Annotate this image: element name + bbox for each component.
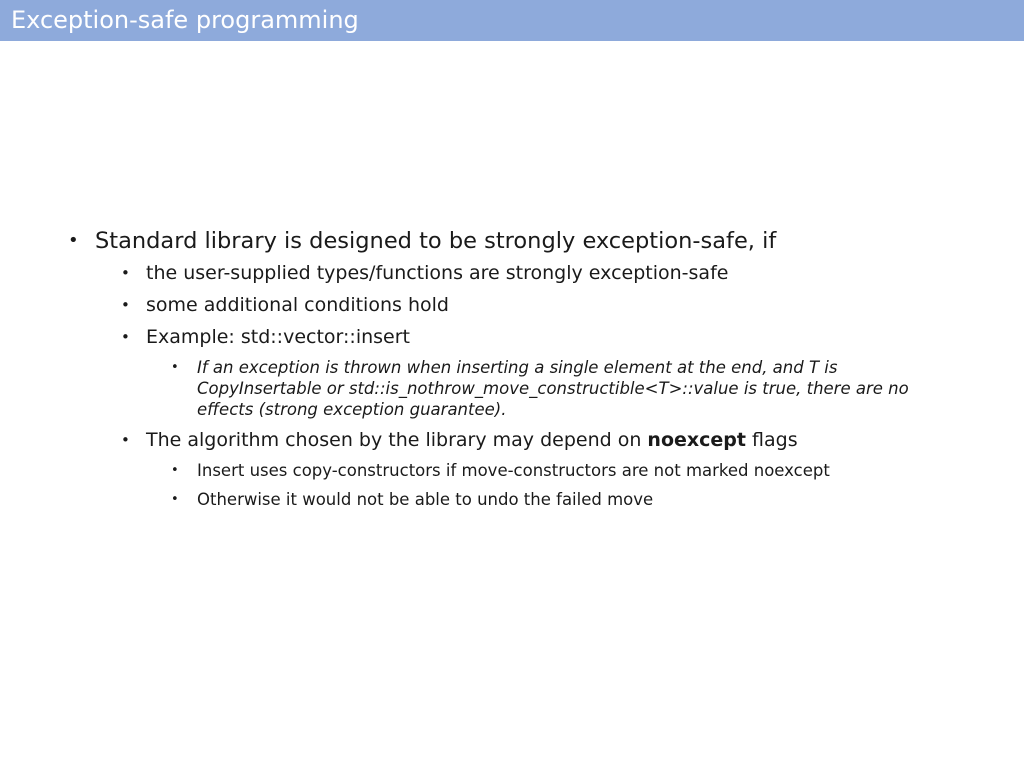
noexcept-keyword: noexcept <box>647 429 746 451</box>
bullet-marker: • <box>121 431 130 449</box>
algorithm-text: The algorithm chosen by the library may depend on <box>146 429 648 451</box>
bullet-marker: • <box>171 463 179 478</box>
example-note-line-2: CopyInsertable or std::is_nothrow_move_constructible<T>::value is true, there are no <box>197 379 909 398</box>
sub-bullet-user-types: the user-supplied types/functions are strongly exception-safe <box>146 262 729 284</box>
bullet-marker: • <box>121 264 130 282</box>
insert-copy-constructors-item: Insert uses copy-constructors if move-constructors are not marked noexcept <box>197 461 830 480</box>
bullet-marker: • <box>121 328 130 346</box>
bullet-marker: • <box>68 230 79 251</box>
bullet-marker: • <box>121 296 130 314</box>
sub-bullet-additional-conditions: some additional conditions hold <box>146 294 449 316</box>
slide-title: Exception-safe programming <box>11 6 359 34</box>
example-note-line-1: If an exception is thrown when inserting a single element at the end, and T is <box>197 358 838 377</box>
undo-failed-move-item: Otherwise it would not be able to undo the failed move <box>197 490 654 509</box>
main-bullet: Standard library is designed to be strongly exception-safe, if <box>95 228 777 254</box>
bullet-marker: • <box>171 492 179 507</box>
algorithm-suffix: flags <box>745 429 798 451</box>
bullet-marker: • <box>171 360 179 375</box>
example-note-line-3: effects (strong exception guarantee). <box>197 400 507 419</box>
sub-bullet-example: Example: std::vector::insert <box>146 326 410 348</box>
sub-bullet-algorithm <box>146 427 798 453</box>
